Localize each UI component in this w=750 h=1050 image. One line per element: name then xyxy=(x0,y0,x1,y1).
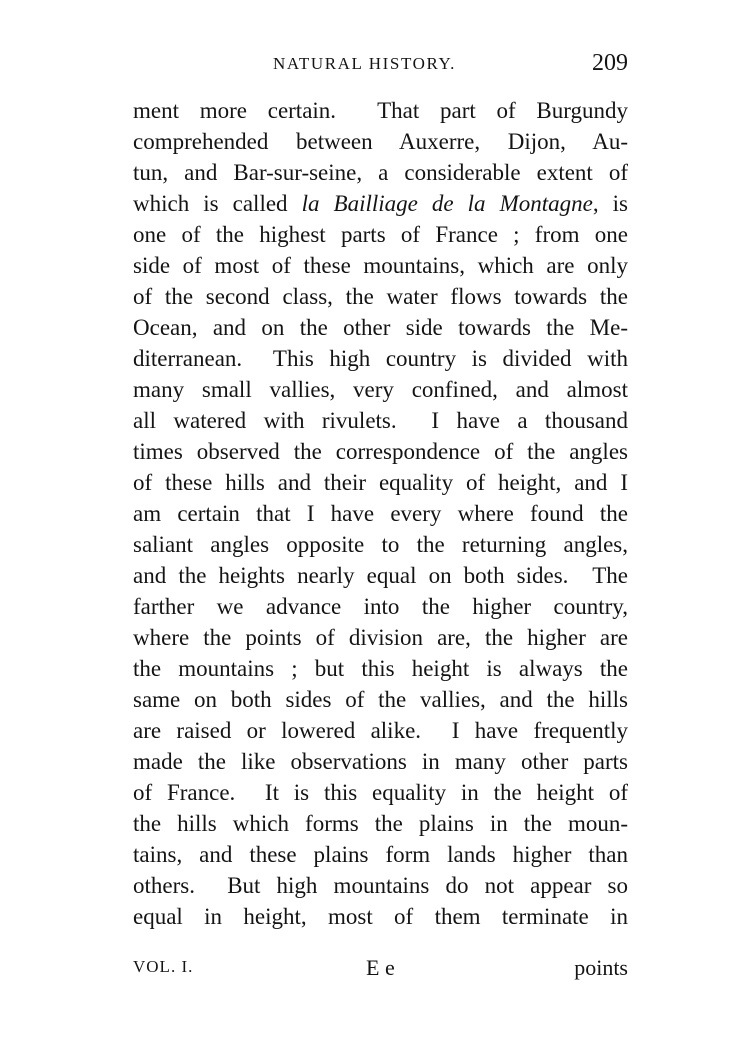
catchword: points xyxy=(574,955,628,980)
text-line: others. But high mountains do not appear so xyxy=(133,873,628,898)
text-line: the mountains ; but this height is always the xyxy=(133,656,628,681)
body-text xyxy=(133,95,628,932)
text-line: farther we advance into the higher country, xyxy=(133,594,628,619)
text-line: where the points of division are, the higher are xyxy=(133,625,628,650)
text-line: diterranean. This high country is divided with xyxy=(133,346,628,371)
text-line: and the heights nearly equal on both sides. The xyxy=(133,563,628,588)
text-line: all watered with rivulets. I have a thousand xyxy=(133,408,628,433)
text-line: equal in height, most of them terminate in xyxy=(133,904,628,929)
text-run: , is xyxy=(592,191,628,216)
page-number: 209 xyxy=(592,50,628,76)
page-footer xyxy=(133,955,628,985)
running-title: NATURAL HISTORY. xyxy=(273,54,457,73)
text-line: saliant angles opposite to the returning angles, xyxy=(133,532,628,557)
text-line: tun, and Bar-sur-seine, a considerable extent of xyxy=(133,160,628,185)
text-line: many small vallies, very confined, and almost xyxy=(133,377,628,402)
text-line: are raised or lowered alike. I have frequently xyxy=(133,718,628,743)
text-line: side of most of these mountains, which are only xyxy=(133,253,628,278)
text-line: times observed the correspondence of the angles xyxy=(133,439,628,464)
text-line: of the second class, the water flows towards the xyxy=(133,284,628,309)
text-line: of France. It is this equality in the height of xyxy=(133,780,628,805)
text-line: ment more certain. That part of Burgundy xyxy=(133,98,628,123)
text-line: same on both sides of the vallies, and the hills xyxy=(133,687,628,712)
signature-mark: E e xyxy=(366,955,395,980)
text-line: tains, and these plains form lands higher than xyxy=(133,842,628,867)
text-line xyxy=(133,188,628,219)
running-head xyxy=(133,52,628,82)
text-line: Ocean, and on the other side towards the Me- xyxy=(133,315,628,340)
text-line: comprehended between Auxerre, Dijon, Au- xyxy=(133,129,628,154)
text-line: one of the highest parts of France ; from one xyxy=(133,222,628,247)
text-line: am certain that I have every where found the xyxy=(133,501,628,526)
text-run: which is called xyxy=(133,191,302,216)
volume-mark: VOL. I. xyxy=(133,957,194,976)
text-line: the hills which forms the plains in the moun- xyxy=(133,811,628,836)
italic-place-name: la Bailliage de la Montagne xyxy=(301,191,593,216)
text-line: of these hills and their equality of height, and I xyxy=(133,470,628,495)
text-line: made the like observations in many other parts xyxy=(133,749,628,774)
